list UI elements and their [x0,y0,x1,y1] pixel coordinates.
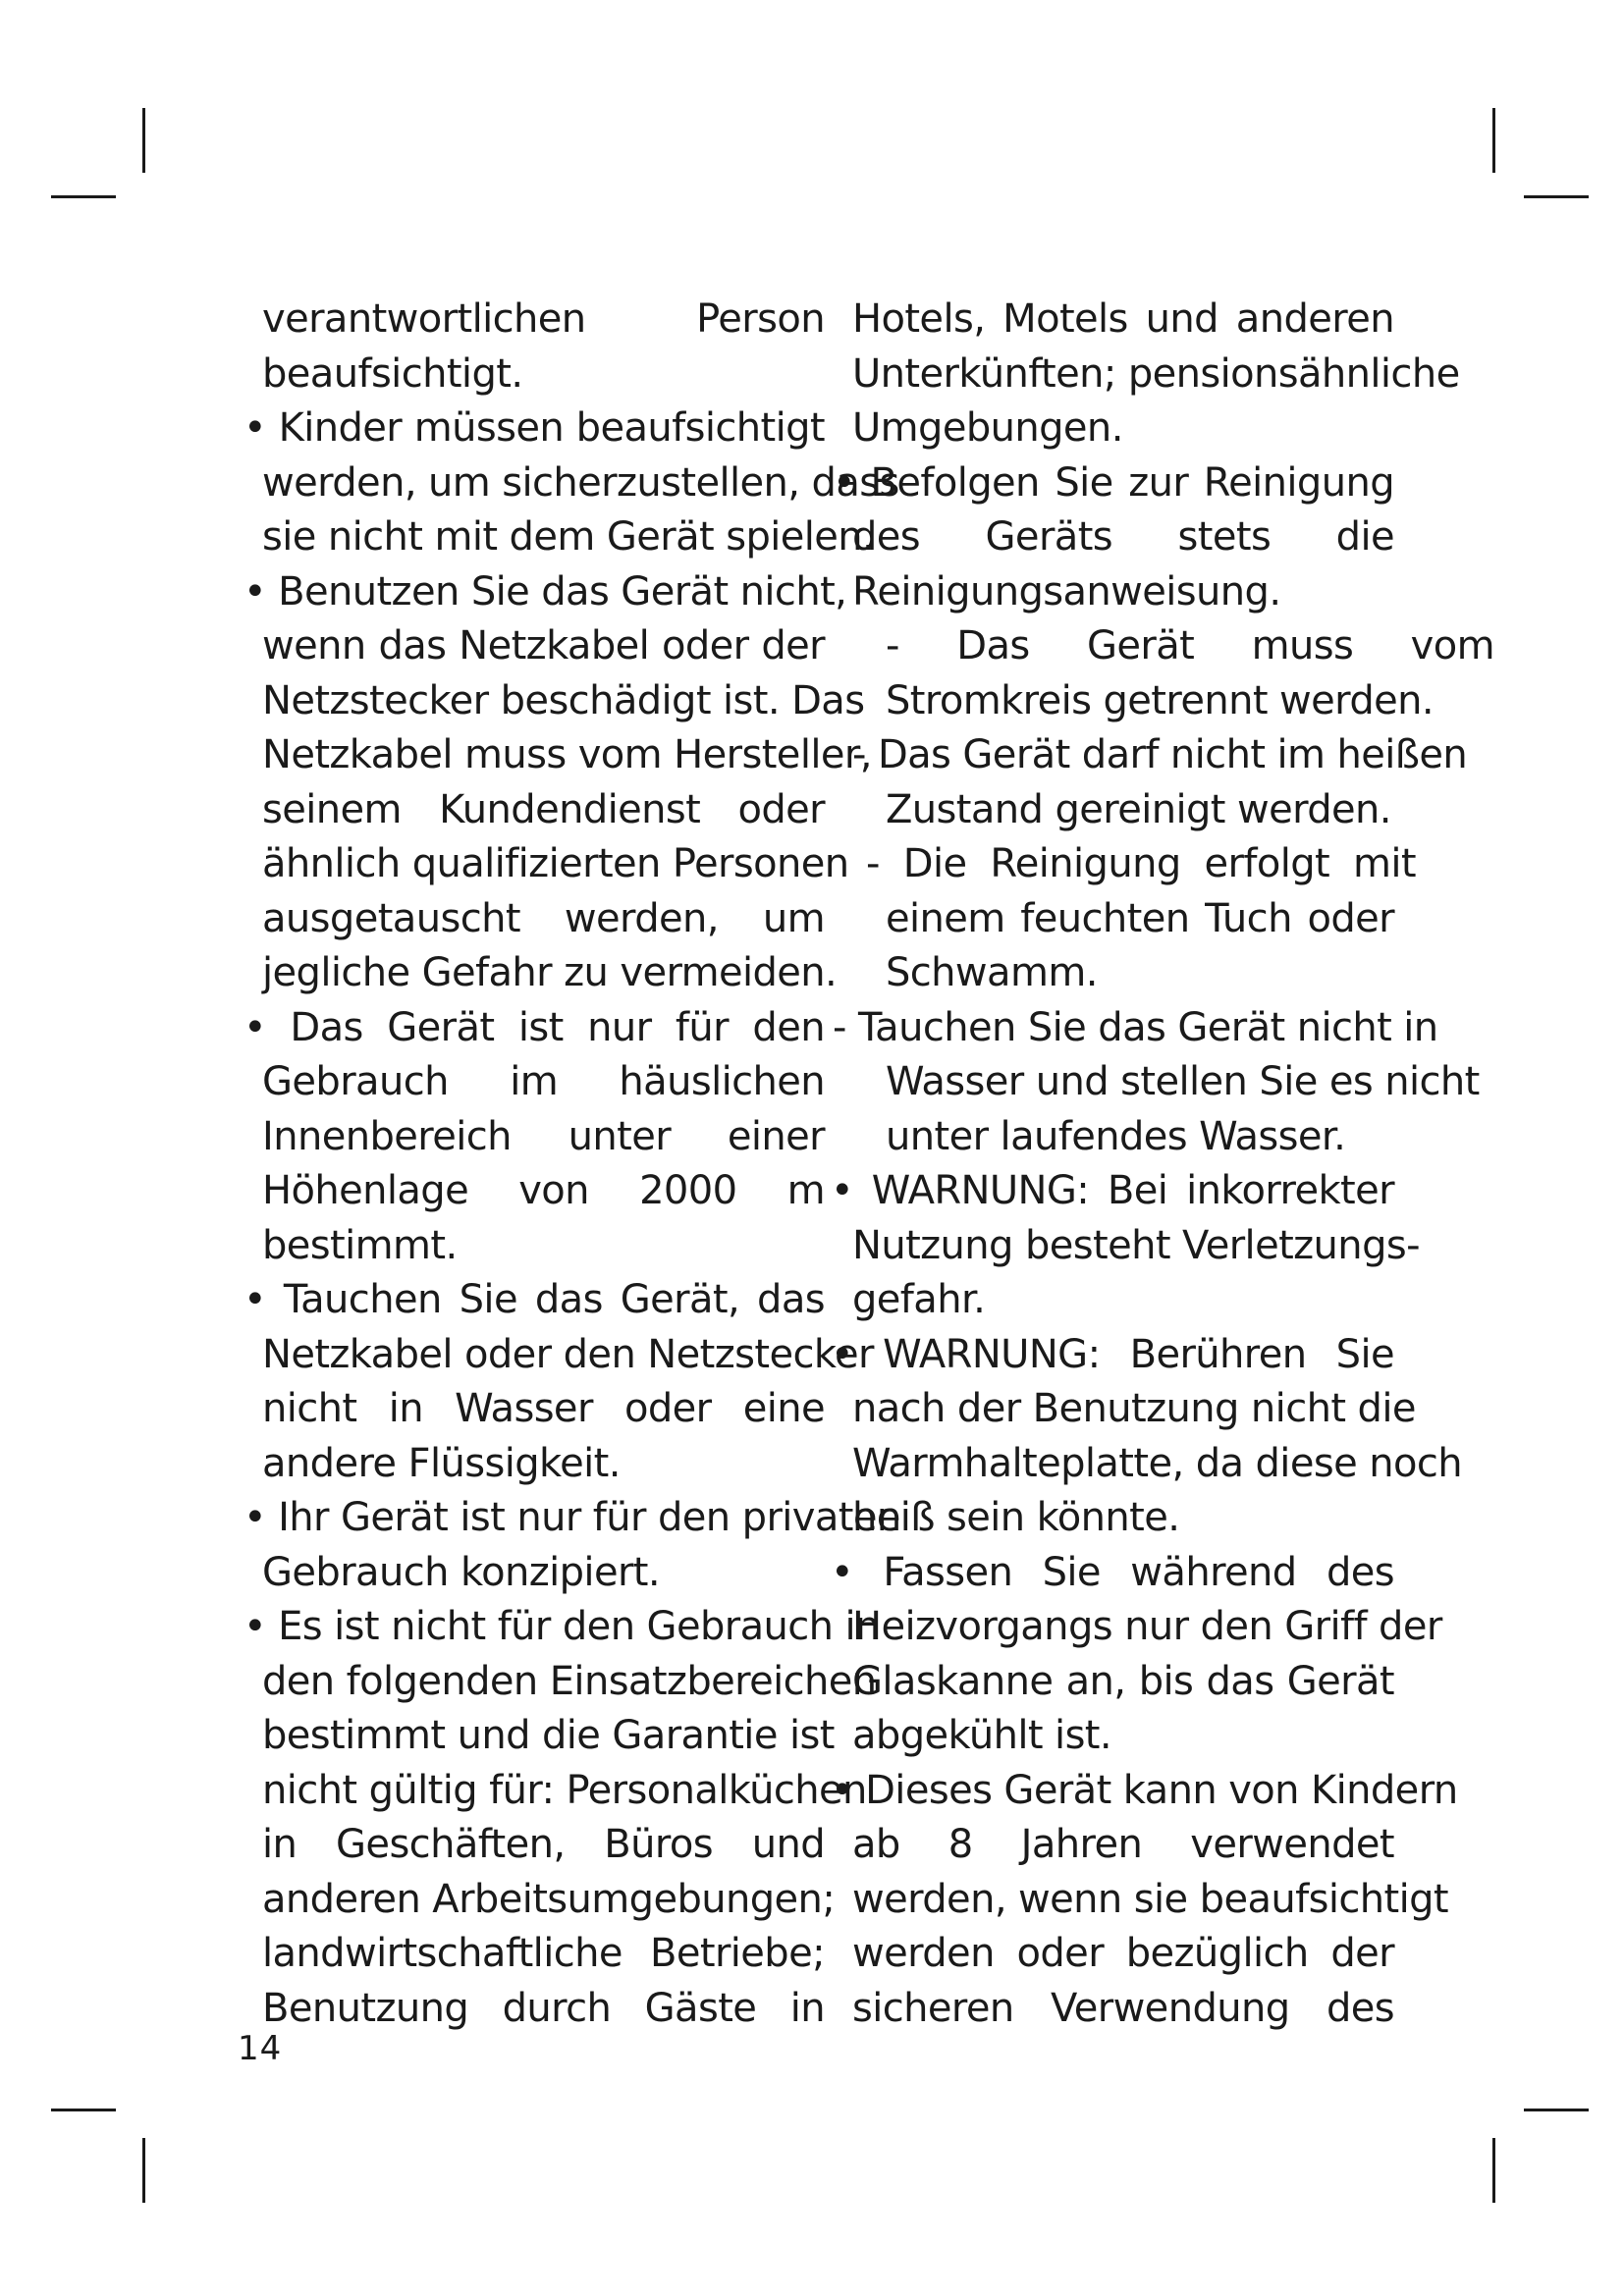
text-line: des Geräts stets die [852,514,1394,560]
text-line: bestimmt. [262,1222,458,1268]
text-line: werden, wenn sie beaufsichtigt [852,1876,1448,1922]
bullet-item: • Benutzen Sie das Gerät nicht, [244,568,847,614]
bullet-item: • Kinder müssen beaufsichtigt [244,405,825,451]
text-line: ähnlich qualifizierten Personen [262,841,849,886]
page-number: 14 [238,2029,283,2068]
text-line: Schwamm. [886,950,1098,995]
text-line: gefahr. [852,1277,986,1322]
text-line: Unterkünften; pensionsähnliche [852,350,1460,397]
text-line: den folgenden Einsatzbereichen [262,1658,877,1704]
text-line: Zustand gereinigt werden. [886,786,1391,832]
text-line: Stromkreis getrennt werden. [886,677,1434,723]
bullet-item: • WARNUNG: Bei inkorrekter [831,1168,1394,1213]
text-line: Innenbereich unter einer [262,1113,825,1159]
text-line: Gebrauch konzipiert. [262,1549,660,1595]
text-line: unter laufendes Wasser. [886,1113,1346,1159]
text-line: Hotels, Motels und anderen [852,296,1394,342]
text-line: ausgetauscht werden, um [262,895,825,941]
text-line: sie nicht mit dem Gerät spielen. [262,514,875,560]
text-line: Wasser und stellen Sie es nicht [886,1059,1480,1104]
text-line: Umgebungen. [852,405,1123,451]
text-line: in Geschäften, Büros und [262,1822,825,1867]
text-line: heiß sein könnte. [852,1495,1180,1540]
bullet-item: • Ihr Gerät ist nur für den privaten [244,1495,901,1540]
dash-item: - Tauchen Sie das Gerät nicht in [833,1004,1438,1050]
bullet-item: • Das Gerät ist nur für den [244,1004,825,1050]
text-line: seinem Kundendienst oder [262,786,825,832]
text-line: Höhenlage von 2000 m [262,1168,825,1213]
text-line: Gebrauch im häuslichen [262,1059,825,1104]
text-line: jegliche Gefahr zu vermeiden. [262,950,838,995]
dash-item: - Die Reinigung erfolgt mit [866,841,1416,886]
crop-mark-top-left-vertical [142,108,145,173]
text-line: bestimmt und die Garantie ist [262,1713,835,1758]
text-line: Netzkabel muss vom Hersteller, [262,732,872,777]
text-line: nicht gültig für: Personalküchen [262,1767,867,1813]
text-line: ab 8 Jahren verwendet [852,1822,1394,1867]
dash-item: - Das Gerät muss vom [886,623,1494,668]
bullet-item: • Es ist nicht für den Gebrauch in [244,1604,880,1649]
text-line: Nutzung besteht Verletzungs- [852,1222,1420,1268]
text-line: andere Flüssigkeit. [262,1440,621,1486]
text-line: Warmhalteplatte, da diese noch [852,1440,1462,1486]
text-line: verantwortlichen Person [262,296,825,342]
text-line: anderen Arbeitsumgebungen; [262,1876,836,1922]
crop-mark-bottom-left-vertical [142,2138,145,2203]
text-line: landwirtschaftliche Betriebe; [262,1931,825,1976]
text-line: nicht in Wasser oder eine [262,1386,825,1431]
crop-mark-top-left-horizontal [51,195,116,198]
text-line: Heizvorgangs nur den Griff der [852,1604,1442,1649]
text-line: Benutzung durch Gäste in [262,1985,825,2031]
bullet-item: • Tauchen Sie das Gerät, das [244,1277,825,1322]
dash-item: - Das Gerät darf nicht im heißen [852,732,1468,777]
text-line: sicheren Verwendung des [852,1985,1394,2031]
text-line: Netzstecker beschädigt ist. Das [262,677,865,723]
text-line: beaufsichtigt. [262,350,523,397]
text-line: Netzkabel oder den Netzstecker [262,1331,874,1377]
crop-mark-top-right-vertical [1492,108,1495,173]
crop-mark-top-right-horizontal [1524,195,1589,198]
text-line: abgekühlt ist. [852,1713,1112,1758]
text-line: werden, um sicherzustellen, dass [262,459,899,506]
crop-mark-bottom-right-horizontal [1524,2109,1589,2111]
text-line: werden oder bezüglich der [852,1931,1394,1976]
text-line: einem feuchten Tuch oder [886,895,1394,941]
text-line: nach der Benutzung nicht die [852,1386,1416,1431]
bullet-item: • Befolgen Sie zur Reinigung [833,459,1394,506]
bullet-item: • Fassen Sie während des [831,1549,1394,1595]
crop-mark-bottom-left-horizontal [51,2109,116,2111]
crop-mark-bottom-right-vertical [1492,2138,1495,2203]
bullet-item: • Dieses Gerät kann von Kindern [831,1767,1458,1813]
left-text-column [244,293,901,2036]
text-line: Glaskanne an, bis das Gerät [852,1658,1394,1704]
right-text-column [831,293,1494,2036]
text-line: Reinigungsanweisung. [852,568,1281,614]
text-line: wenn das Netzkabel oder der [262,623,825,668]
bullet-item: • WARNUNG: Berühren Sie [831,1331,1394,1377]
